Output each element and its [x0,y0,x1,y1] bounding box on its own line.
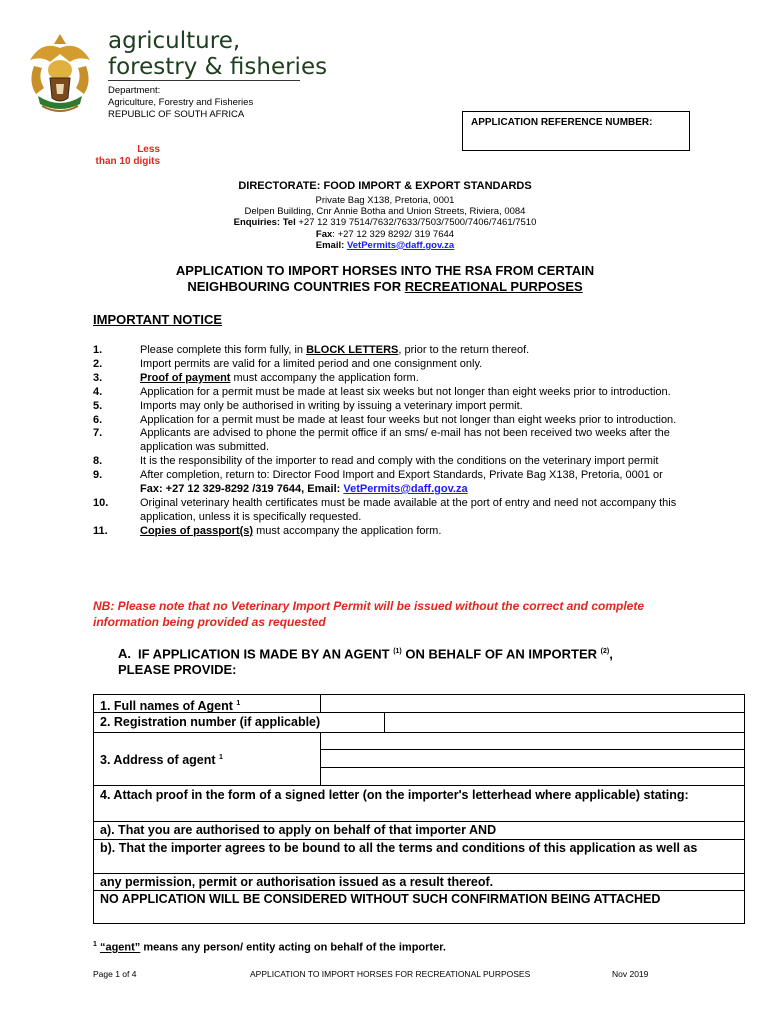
table-divider [320,695,321,712]
list-item-text: After completion, return to: Director Food Import and Export Standards, Private Bag X138, Pretoria, 0001 or [140,469,663,482]
list-item-number: 5. [93,399,103,412]
footer-date: Nov 2019 [612,969,649,979]
address-building: Delpen Building, Cnr Annie Botha and Union Streets, Riviera, 0084 [244,206,526,218]
list-item-emphasis: BLOCK LETTERS [306,344,399,356]
section-text: IF APPLICATION IS MADE BY AN AGENT [138,646,394,662]
section-superscript: (2) [600,648,610,655]
list-item-number: 11. [93,524,108,537]
reference-number-label: APPLICATION REFERENCE NUMBER: [471,117,653,128]
list-item-text: Import permits are valid for a limited period and one consignment only. [140,357,483,370]
enquiries-value: +27 12 319 7514/7632/7633/7503/7500/7406/7461/7510 [295,217,537,229]
list-item-text: , prior to the return thereof. [398,344,530,356]
confirmation-warning: NO APPLICATION WILL BE CONSIDERED WITHOUT SUCH CONFIRMATION BEING ATTACHED [100,892,661,906]
brand-line-1: agriculture, [108,28,241,54]
list-item-emphasis: Proof of payment [140,371,231,384]
footnote [93,941,446,954]
section-text: , PLEASE PROVIDE: [118,646,613,678]
footer-title: APPLICATION TO IMPORT HORSES FOR RECREATIONAL PURPOSES [250,969,531,979]
label-superscript: 1 [236,700,241,707]
agent-name-label [100,696,240,714]
email-link[interactable]: VetPermits@daff.gov.za [343,483,468,496]
registration-number-label: 2. Registration number (if applicable) [100,715,321,729]
list-item-text: must accompany the application form. [230,371,419,384]
email-link[interactable]: VetPermits@daff.gov.za [346,239,455,251]
page-title [0,263,770,295]
department-block [108,85,253,121]
list-item [93,400,683,414]
footnote-text: means any person/ entity acting on behalf of the importer. [140,941,446,954]
list-item-number: 9. [93,469,103,482]
brand-line-2: forestry & fisheries [108,54,328,80]
reference-note-line-1: Less [137,144,160,155]
nb-warning: NB: Please note that no Veterinary Import Permit will be issued without the correct and complete information being provided as requested [93,599,644,629]
directorate-title: DIRECTORATE: FOOD IMPORT & EXPORT STANDARDS [238,180,532,192]
list-item-text: Please complete this form fully, in [140,344,307,356]
list-item-number: 1. [93,344,103,356]
list-item [93,497,683,525]
proof-instruction: 4. Attach proof in the form of a signed letter (on the importer's letterhead where applicable) stating: [100,788,689,802]
notice-list [93,344,683,539]
coat-of-arms-icon [22,30,98,118]
list-item-emphasis: Fax: +27 12 329-8292 /319 7644, Email: [140,483,344,496]
list-item [93,358,683,372]
title-line-2-pre: NEIGHBOURING COUNTRIES FOR [187,279,405,294]
section-text: ON BEHALF OF AN IMPORTER [401,646,601,662]
list-item-text: Application for a permit must be made at least four weeks but not longer than eight weeks prior to introduction. [140,413,677,426]
brand-name [108,28,327,80]
list-item-text: Applicants are advised to phone the permit office if an sms/ e-mail has not been received two weeks after the application was submitted. [140,427,670,454]
list-item [93,344,683,358]
list-item [93,455,683,469]
list-item-number: 10. [93,496,109,509]
agent-name-field[interactable] [324,696,739,711]
list-item-number: 8. [93,455,103,468]
fax-value: : +27 12 329 8292/ 319 7644 [332,228,455,240]
list-item [93,386,683,400]
table-divider [94,785,744,786]
title-line-2 [0,279,770,295]
agent-address-label [100,750,223,768]
list-item-text: Original veterinary health certificates must be made available at the port of entry and need not accompany this application, unless it is specifically requested. [140,496,677,523]
condition-b: b). That the importer agrees to be bound to all the terms and conditions of this application as well as [100,841,698,855]
footnote-term: “agent” [99,941,141,954]
list-item-emphasis: Copies of passport(s) [140,524,254,537]
directorate-address [0,195,770,251]
list-item [93,372,683,386]
address-fax [0,229,770,240]
footer-page-number: Page 1 of 4 [93,969,137,979]
list-item-number: 7. [93,427,103,440]
reference-number-box[interactable] [462,111,690,151]
address-bag: Private Bag X138, Pretoria, 0001 [315,195,455,206]
list-item-number: 2. [93,357,103,370]
label-text: 3. Address of agent [100,753,216,768]
agent-details-table [93,694,745,924]
dept-line-1: Department: [108,85,161,96]
condition-a: a). That you are authorised to apply on behalf of that importer AND [100,823,497,837]
address-email: Email: VetPermits@daff.gov.za [315,239,455,251]
list-item [93,469,683,497]
dept-line-2: Agriculture, Forestry and Fisheries [108,97,254,108]
reference-note [84,144,160,168]
brand-divider [108,80,300,81]
list-item-number: 6. [93,413,103,426]
section-a-heading [118,644,638,678]
fax-label: Fax [315,228,333,240]
list-item-number: 3. [93,371,103,384]
title-line-1: APPLICATION TO IMPORT HORSES INTO THE RSA FROM CERTAIN [175,263,595,278]
section-superscript: (1) [393,648,402,655]
reference-note-line-2: than 10 digits [95,156,160,167]
title-line-2-underlined: RECREATIONAL PURPOSES [404,279,583,294]
footnote-superscript: 1 [93,941,97,948]
list-item-text: It is the responsibility of the importer to read and comply with the conditions on the veterinary import permit [140,455,659,468]
list-item-text: Imports may only be authorised in writing by issuing a veterinary import permit. [140,399,523,412]
table-divider [320,732,321,785]
address-enquiries [0,217,770,228]
condition-b-continued: any permission, permit or authorisation issued as a result thereof. [100,875,494,889]
list-item [93,525,683,539]
list-item-number: 4. [93,385,103,398]
enquiries-label: Enquiries: Tel [233,217,296,229]
table-divider [384,712,385,732]
registration-number-field[interactable] [388,714,738,731]
agent-address-field[interactable] [324,733,739,784]
label-superscript: 1 [219,754,223,761]
email-label: Email [315,239,342,251]
section-letter: A. [118,646,131,662]
important-notice-heading: IMPORTANT NOTICE [93,312,223,327]
list-item [93,414,683,428]
label-text: 1. Full names of Agent [100,699,233,714]
list-item-text: must accompany the application form. [253,524,442,537]
list-item [93,427,683,455]
list-item-text: Application for a permit must be made at least six weeks but not longer than eight weeks prior to introduction. [140,385,671,398]
dept-line-3: REPUBLIC OF SOUTH AFRICA [108,109,245,120]
